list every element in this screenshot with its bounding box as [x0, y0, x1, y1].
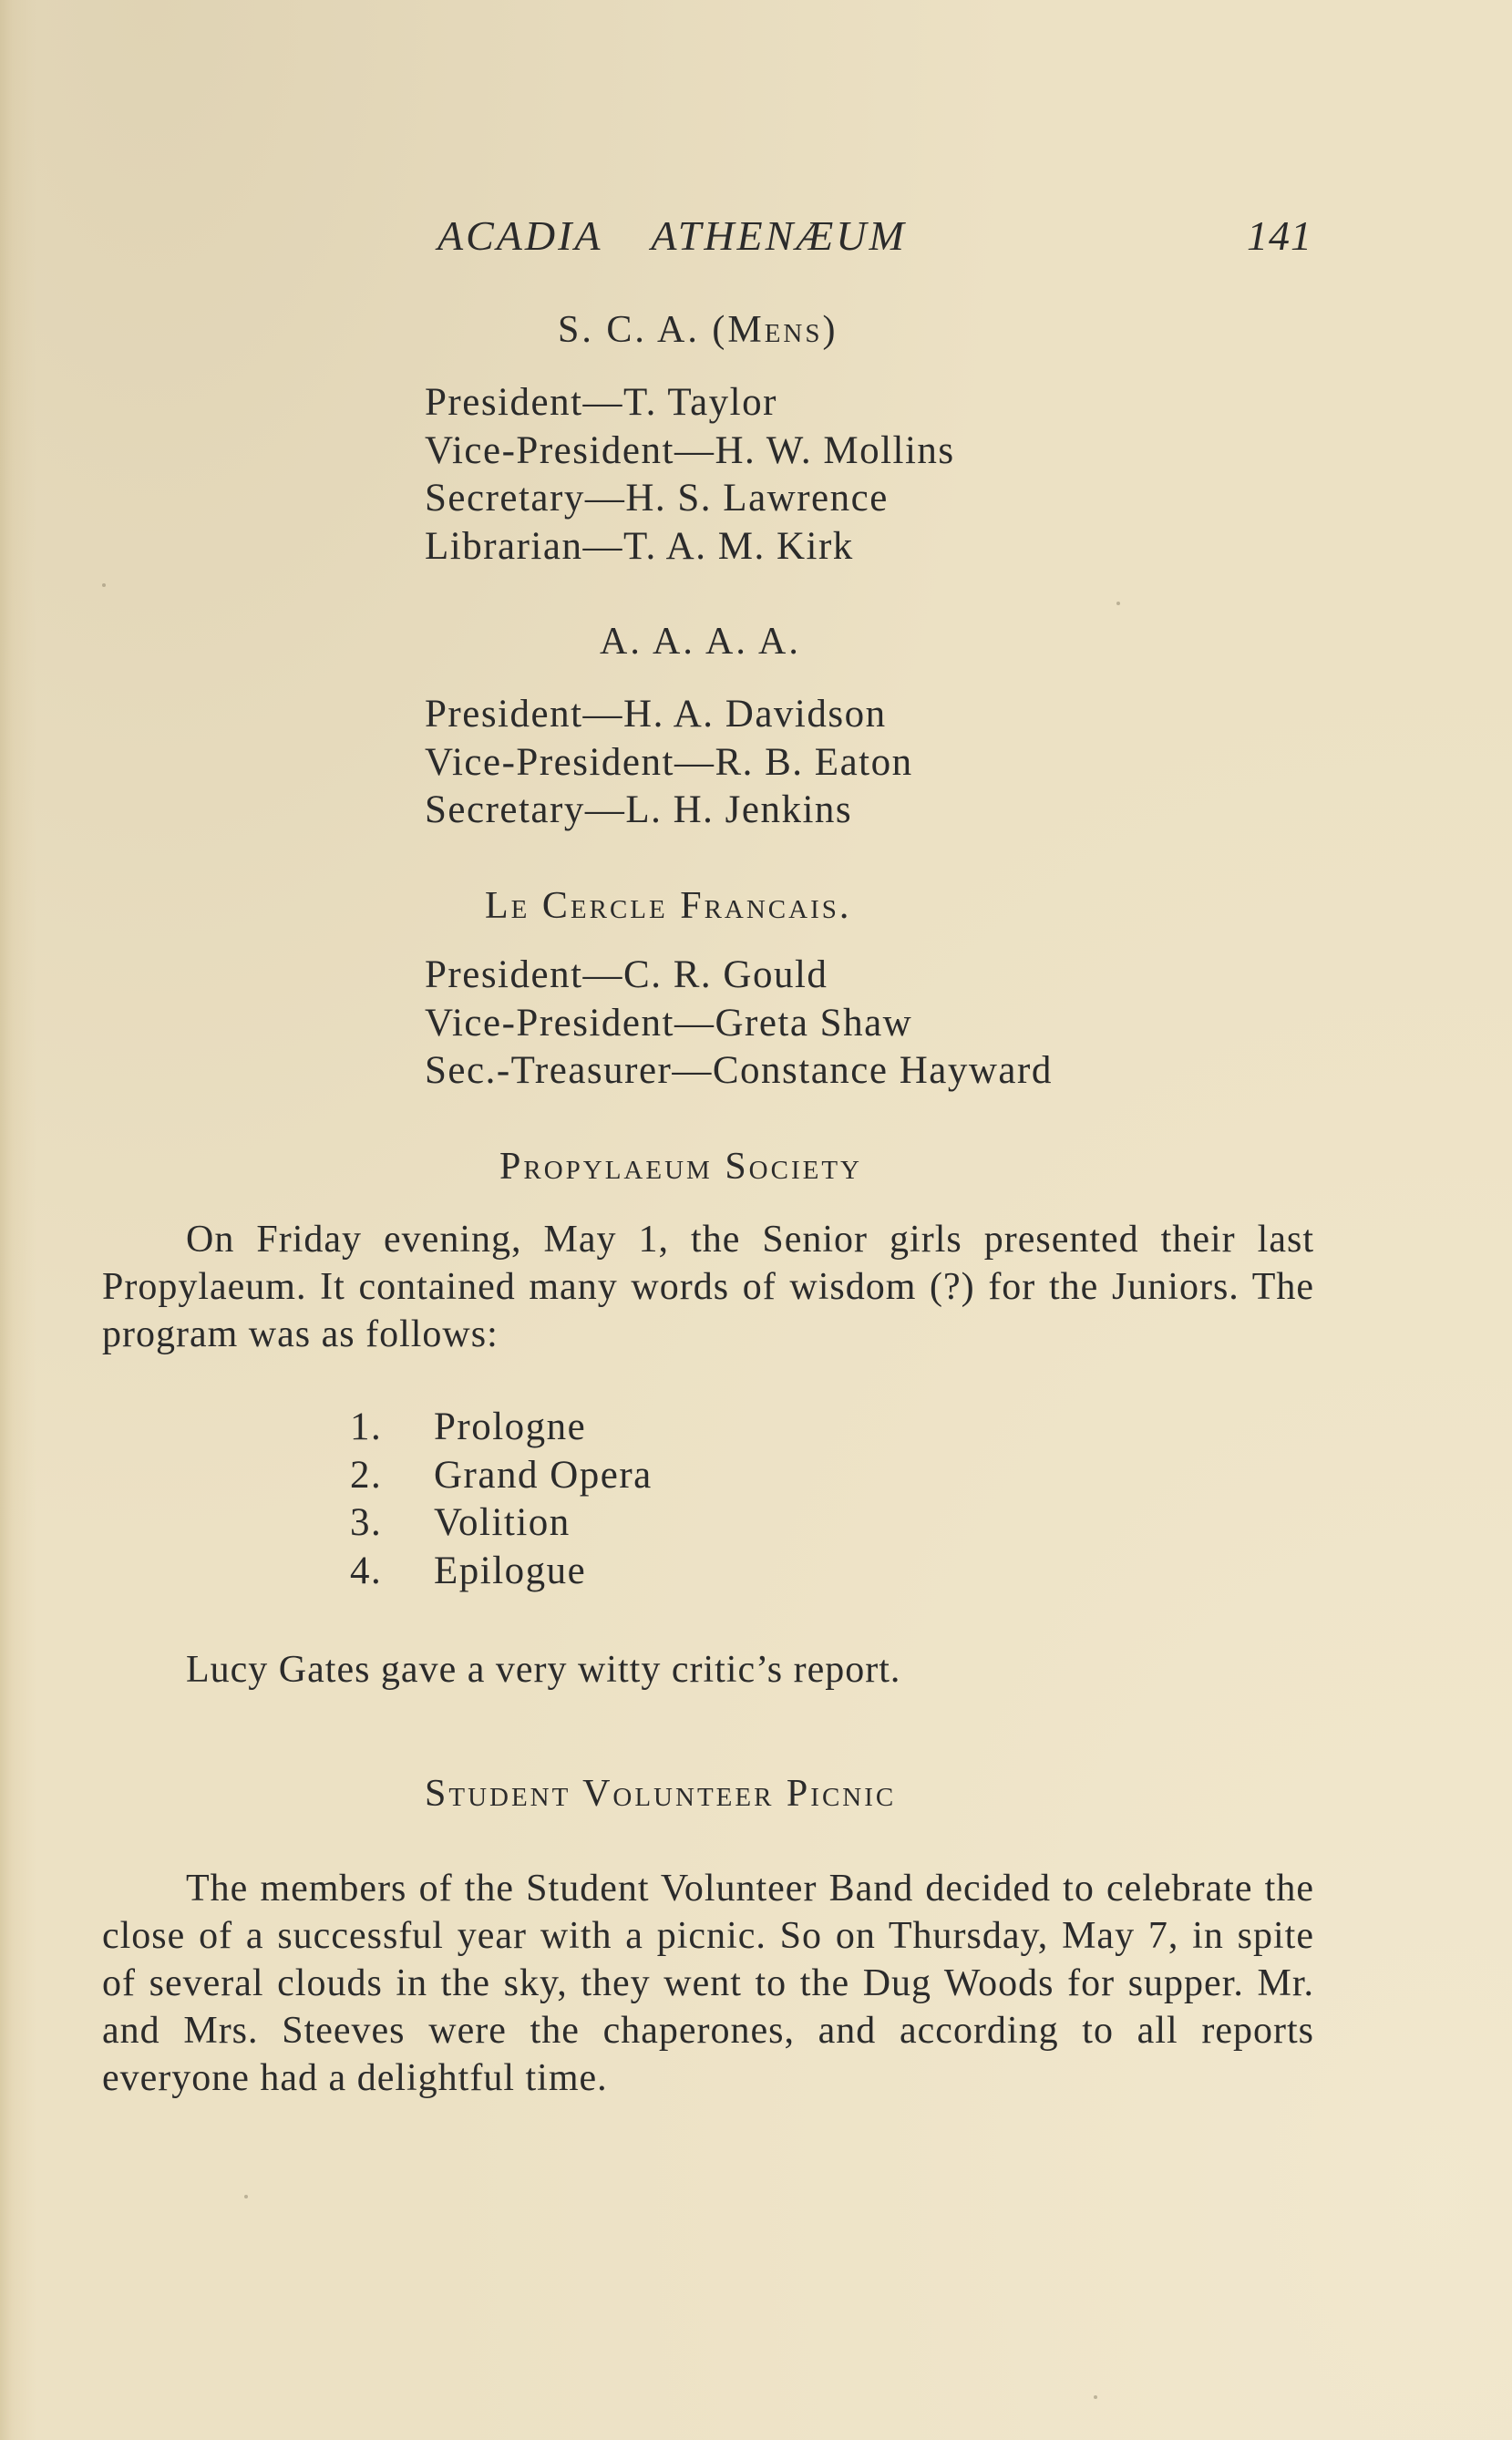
- scan-speck: [1116, 602, 1120, 605]
- program-item: [350, 1499, 653, 1548]
- sca-officer: Secretary—H. S. Lawrence: [425, 477, 889, 520]
- program-number: 1.: [350, 1405, 383, 1448]
- scan-speck: [244, 2195, 248, 2198]
- propylaeum-heading: Propylaeum Society: [499, 1146, 862, 1188]
- cercle-officer: President—C. R. Gould: [425, 953, 828, 996]
- program-number: 4.: [350, 1549, 383, 1592]
- program-number: 2.: [350, 1453, 383, 1497]
- program-item: [350, 1548, 653, 1596]
- program-item: [350, 1404, 653, 1452]
- program-title: Epilogue: [434, 1549, 587, 1592]
- propylaeum-paragraph: On Friday evening, May 1, the Senior girls presented their last Propylaeum. It contained many words of wisdom (?) for the Juniors. The program was as follows:: [102, 1219, 1314, 1355]
- sca-officers: [425, 379, 955, 571]
- program-item: [350, 1452, 653, 1500]
- scan-speck: [1094, 2395, 1097, 2399]
- journal-title: ACADIA ATHENÆUM: [437, 212, 907, 259]
- program-title: Grand Opera: [434, 1453, 653, 1497]
- critic-report-line: Lucy Gates gave a very witty critic’s report.: [186, 1649, 901, 1691]
- aaaa-officer: President—H. A. Davidson: [425, 693, 887, 736]
- sca-officer: Librarian—T. A. M. Kirk: [425, 524, 854, 568]
- aaaa-officers: [425, 691, 913, 835]
- program-number: 3.: [350, 1501, 383, 1544]
- picnic-heading: Student Volunteer Picnic: [425, 1773, 897, 1815]
- sca-heading: S. C. A. (Mens): [558, 309, 838, 351]
- scan-speck: [102, 583, 106, 587]
- program-list: [350, 1404, 653, 1595]
- page-number: 141: [1247, 212, 1312, 259]
- picnic-paragraph: The members of the Student Volunteer Band decided to celebrate the close of a successful year with a picnic. So on Thursday, May 7, in spite of several clouds in the sky, they went to the Dug Woods for supper. Mr. and Mrs. Steeves were the chaperones, and according to all reports everyone had a delightful time.: [102, 1868, 1314, 2099]
- program-title: Volition: [434, 1501, 571, 1544]
- aaaa-officer: Vice-President—R. B. Eaton: [425, 740, 913, 784]
- sca-officer: President—T. Taylor: [425, 381, 777, 424]
- cercle-officer: Sec.-Treasurer—Constance Hayward: [425, 1049, 1053, 1092]
- sca-officer: Vice-President—H. W. Mollins: [425, 428, 955, 472]
- aaaa-officer: Secretary—L. H. Jenkins: [425, 788, 853, 831]
- program-title: Prologne: [434, 1405, 587, 1448]
- cercle-officer: Vice-President—Greta Shaw: [425, 1001, 913, 1045]
- running-head: [437, 211, 1312, 266]
- cercle-heading: Le Cercle Francais.: [485, 885, 852, 927]
- aaaa-heading: A. A. A. A.: [600, 621, 801, 663]
- cercle-officers: [425, 952, 1053, 1096]
